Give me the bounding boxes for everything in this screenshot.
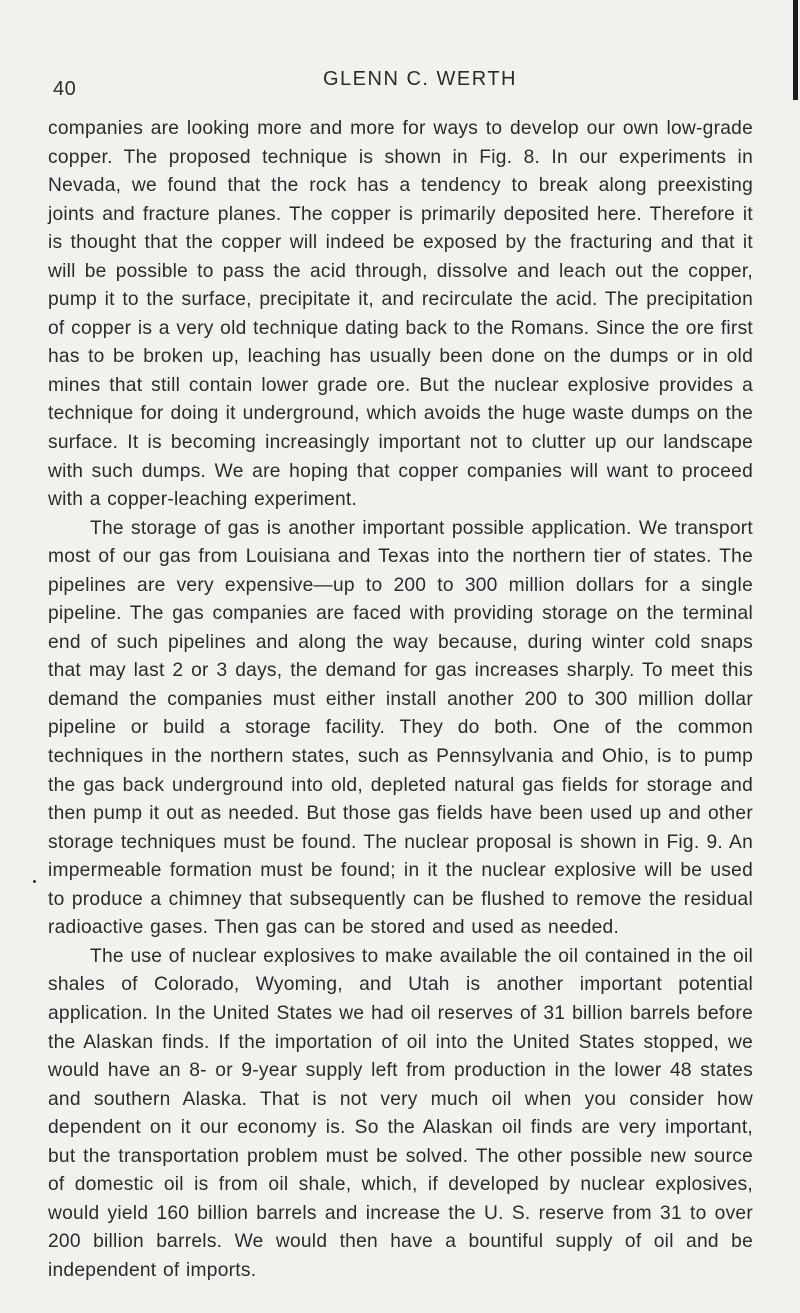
running-head-author: GLENN C. WERTH [323,68,517,90]
page-number: 40 [53,78,77,100]
page-header [48,68,752,98]
paragraph-oil-shale: The use of nuclear explosives to make available the oil contained in the oil shales of Colorado, Wyoming, and Utah is another important potential application. In the United States we had oil reserves of 31 billion barrels before the Alaskan finds. If the importation of oil into the United States stopped, we would have an 8- or 9-year supply left from production in the lower 48 states and southern Alaska. That is not very much oil when you consider how dependent on it our economy is. So the Alaskan oil finds are very important, but the transportation problem must be solved. The other possible new source of domestic oil is from oil shale, which, if developed by nuclear explosives, would yield 160 billion barrels and increase the U. S. reserve from 31 to over 200 billion barrels. We would then have a bountiful supply of oil and be independent of imports. [48,945,753,1281]
margin-mark [33,880,36,883]
body-text [48,115,753,1285]
page-edge-mark [793,0,798,100]
paragraph-gas-storage: The storage of gas is another important possible application. We transport most of our gas from Louisiana and Texas into the northern tier of states. The pipelines are very expensive—up to 200 to 300 million dollars for a single pipeline. The gas companies are faced with providing storage on the terminal end of such pipelines and along the way because, during winter cold snaps that may last 2 or 3 days, the demand for gas increases sharply. To meet this demand the companies must either install another 200 to 300 million dollar pipeline or build a storage facility. They do both. One of the common techniques in the northern states, such as Pennsylvania and Ohio, is to pump the gas back underground into old, depleted natural gas fields for storage and then pump it out as needed. But those gas fields have been used up and other storage techniques must be found. The nuclear proposal is shown in Fig. 9. An impermeable formation must be found; in it the nuclear explosive will be used to produce a chimney that subsequently can be flushed to remove the residual radioactive gases. Then gas can be stored and used as needed. [48,517,753,939]
paragraph-copper-leaching: companies are looking more and more for ways to develop our own low-grade copper. The proposed technique is shown in Fig. 8. In our experiments in Nevada, we found that the rock has a tendency to break along preexisting joints and fracture planes. The copper is primarily deposited here. Therefore it is thought that the copper will indeed be exposed by the fracturing and that it will be possible to pass the acid through, dissolve and leach out the copper, pump it to the surface, precipitate it, and recirculate the acid. The precipitation of copper is a very old technique dating back to the Romans. Since the ore first has to be broken up, leaching has usually been done on the dumps or in old mines that still contain lower grade ore. But the nuclear explosive provides a technique for doing it underground, which avoids the huge waste dumps on the surface. It is becoming increasingly important not to clutter up our landscape with such dumps. We are hoping that copper companies will want to proceed with a copper-leaching experiment. [48,118,753,511]
